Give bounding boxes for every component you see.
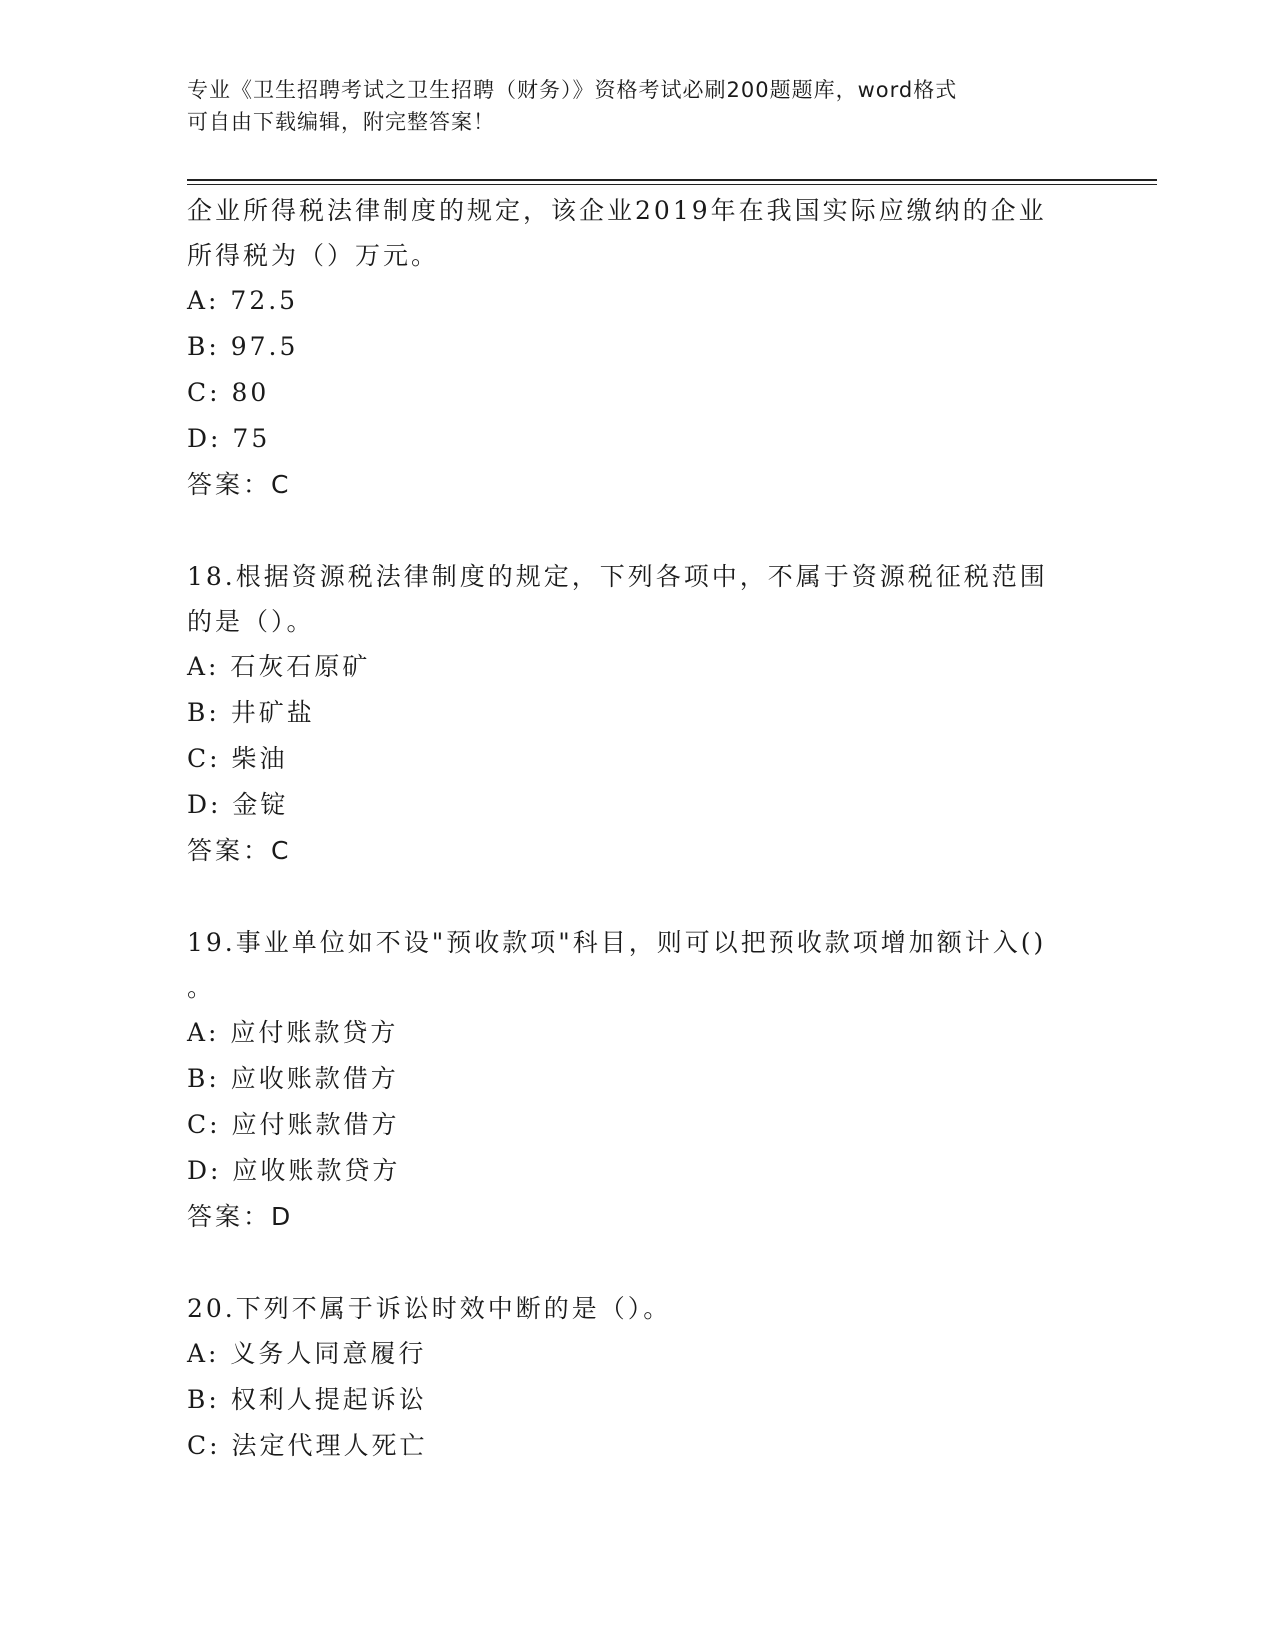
answer-label: 答案： (187, 836, 272, 865)
option-d: D: 金锭 (187, 790, 289, 819)
option-d: D: 75 (187, 424, 271, 453)
option-a: A: 义务人同意履行 (187, 1339, 427, 1368)
header-line-1: 专业《卫生招聘考试之卫生招聘（财务）》资格考试必刷200题题库，word格式 (187, 78, 958, 102)
answer-line (187, 828, 1087, 874)
spacer (187, 1240, 1087, 1286)
answer-line (187, 1194, 1087, 1240)
option-b: B: 权利人提起诉讼 (187, 1385, 427, 1414)
option-b: B: 应收账款借方 (187, 1064, 399, 1093)
question-text-line: 的是（）。 (187, 607, 315, 636)
question-text-line: 19.事业单位如不设"预收款项"科目，则可以把预收款项增加额计入() (187, 928, 1047, 957)
question-text-line: 企业所得税法律制度的规定，该企业2019年在我国实际应缴纳的企业 (187, 196, 1047, 225)
question-18 (187, 554, 1087, 874)
option-d: D: 应收账款贷方 (187, 1156, 401, 1185)
document-header (187, 74, 1067, 138)
header-line-2: 可自由下载编辑，附完整答案！ (187, 110, 495, 134)
answer-value: C (271, 836, 290, 865)
option-a: A: 石灰石原矿 (187, 652, 371, 681)
answer-value: C (271, 470, 290, 499)
option-a: A: 72.5 (187, 286, 299, 315)
answer-value: D (271, 1202, 292, 1231)
header-rule-thick (187, 179, 1157, 181)
answer-line (187, 462, 1087, 508)
answer-label: 答案： (187, 1202, 272, 1231)
question-19 (187, 920, 1087, 1240)
header-rule-thin (187, 184, 1157, 185)
question-list (187, 188, 1087, 1469)
spacer (187, 874, 1087, 920)
question-continued (187, 188, 1087, 508)
question-text-line: 20.下列不属于诉讼时效中断的是（）。 (187, 1294, 672, 1323)
question-20 (187, 1286, 1087, 1469)
question-text-line: 所得税为（）万元。 (187, 241, 440, 270)
option-b: B: 97.5 (187, 332, 299, 361)
option-c: C: 法定代理人死亡 (187, 1431, 428, 1460)
question-text-line: 18.根据资源税法律制度的规定，下列各项中，不属于资源税征税范围 (187, 562, 1048, 591)
question-text-line: 。 (187, 973, 216, 1002)
answer-label: 答案： (187, 470, 272, 499)
option-c: C: 应付账款借方 (187, 1110, 400, 1139)
spacer (187, 508, 1087, 554)
option-a: A: 应付账款贷方 (187, 1018, 399, 1047)
option-c: C: 80 (187, 378, 270, 407)
option-c: C: 柴油 (187, 744, 288, 773)
option-b: B: 井矿盐 (187, 698, 315, 727)
